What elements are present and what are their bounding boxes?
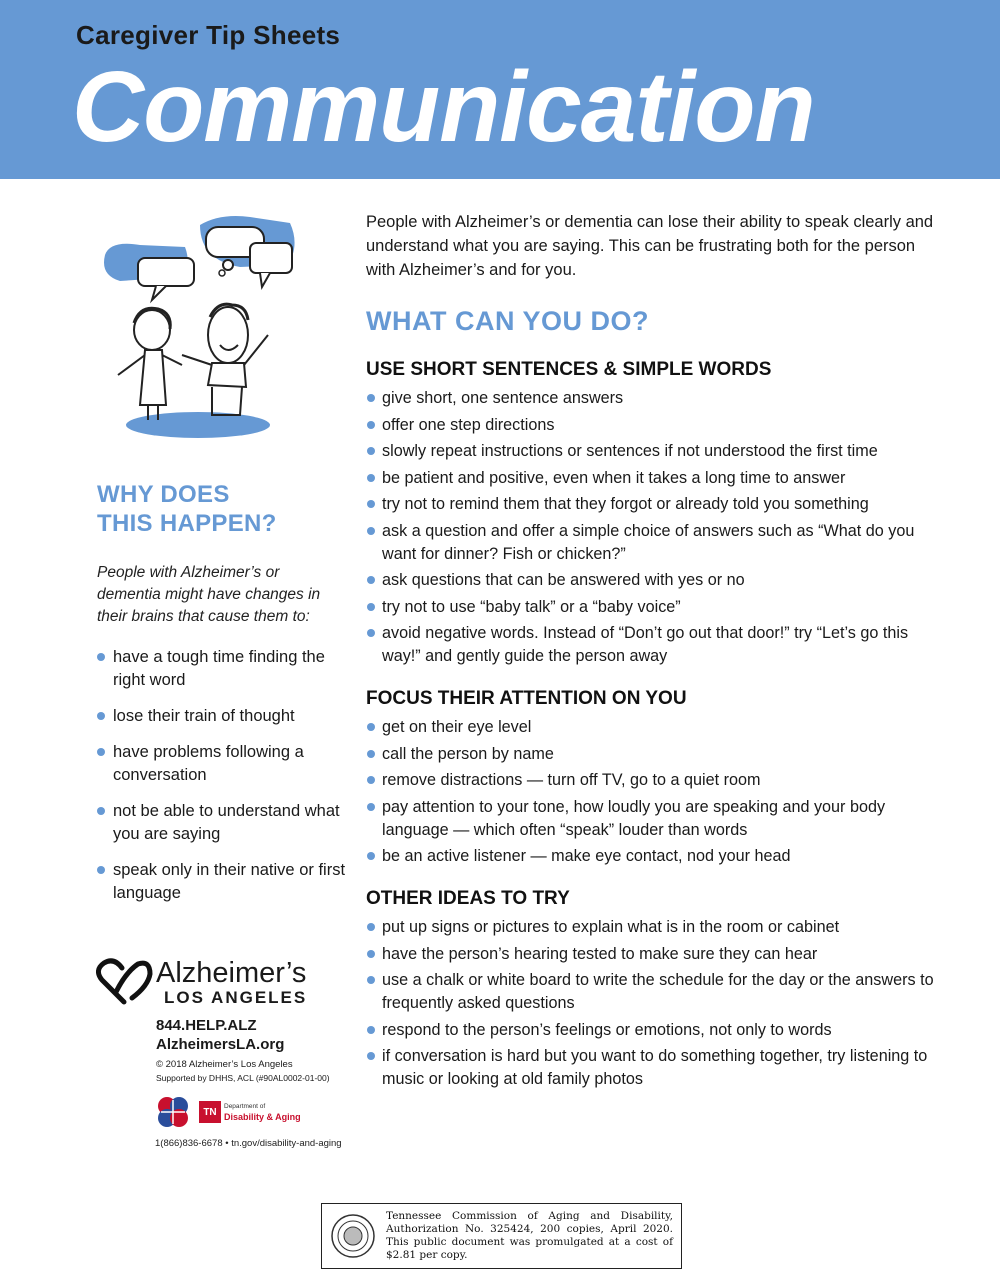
list-item: try not to remind them that they forgot or already told you something	[366, 493, 936, 516]
partner-logos	[155, 1094, 301, 1130]
list-item: not be able to understand what you are saying	[97, 800, 347, 846]
bullet-icon	[97, 712, 105, 720]
bullet-icon	[367, 447, 375, 455]
what-heading: WHAT CAN YOU DO?	[366, 306, 649, 336]
bullet-icon	[367, 1026, 375, 1034]
bullet-icon	[367, 474, 375, 482]
section-title: USE SHORT SENTENCES & SIMPLE WORDS	[366, 359, 772, 380]
alzheimers-la-logo	[96, 958, 356, 1008]
caregiver-illustration	[100, 205, 300, 445]
bullet-icon	[367, 803, 375, 811]
bullet-icon	[367, 750, 375, 758]
support-line: Supported by DHHS, ACL (#90AL0002-01-00)	[156, 1073, 330, 1083]
state-seal-icon	[330, 1213, 376, 1259]
list-item: get on their eye level	[366, 716, 936, 739]
header-banner	[0, 0, 1000, 179]
list-item: slowly repeat instructions or sentences if not understood the first time	[366, 440, 936, 463]
bullet-icon	[97, 653, 105, 661]
list-item: try not to use “baby talk” or a “baby voice”	[366, 596, 936, 619]
why-section	[97, 480, 347, 918]
list-item: avoid negative words. Instead of “Don’t go out that door!” try “Let’s go this way!” and gently guide the person away	[366, 622, 936, 668]
tn-badge: TN	[199, 1101, 221, 1123]
what-section	[366, 210, 936, 1095]
why-heading	[97, 480, 347, 538]
bullet-icon	[367, 576, 375, 584]
brain-logo-icon	[155, 1094, 191, 1130]
list-item: speak only in their native or first language	[97, 859, 347, 905]
list-item: use a chalk or white board to write the schedule for the day or the answers to frequently asked questions	[366, 969, 936, 1015]
tn-dept-name: Disability & Aging	[224, 1112, 301, 1122]
list-item: if conversation is hard but you want to do something together, try listening to music or looking at old family photos	[366, 1045, 936, 1091]
bullet-icon	[367, 629, 375, 637]
bullet-icon	[367, 852, 375, 860]
section-title: FOCUS THEIR ATTENTION ON YOU	[366, 688, 687, 709]
bullet-icon	[367, 976, 375, 984]
org-phone: 844.HELP.ALZ	[156, 1017, 257, 1034]
bullet-icon	[367, 603, 375, 611]
why-heading-line1: WHY DOES	[97, 481, 230, 508]
section-title: OTHER IDEAS TO TRY	[366, 888, 570, 909]
list-item: be patient and positive, even when it takes a long time to answer	[366, 467, 936, 490]
tn-dept-label: Department of	[224, 1103, 266, 1110]
lead-paragraph: People with Alzheimer’s or dementia can lose their ability to speak clearly and understand what you are saying. This can be frustrating both for the person with Alzheimer’s and for you.	[366, 213, 934, 279]
bullet-icon	[367, 527, 375, 535]
list-item: have problems following a conversation	[97, 741, 347, 787]
list-item: remove distractions — turn off TV, go to a quiet room	[366, 769, 936, 792]
org-subname: LOS ANGELES	[164, 988, 308, 1007]
contact-block	[156, 1016, 330, 1085]
list-item: offer one step directions	[366, 414, 936, 437]
bullet-icon	[367, 394, 375, 402]
bullet-icon	[97, 807, 105, 815]
list-item: lose their train of thought	[97, 705, 347, 728]
tips-list	[366, 387, 936, 668]
page-title: Communication	[72, 51, 815, 163]
list-item: ask a question and offer a simple choice of answers such as “What do you want for dinner? Fish or chicken?”	[366, 520, 936, 566]
bullet-icon	[367, 723, 375, 731]
bullet-icon	[367, 1052, 375, 1060]
list-item: have the person’s hearing tested to make sure they can hear	[366, 943, 936, 966]
heart-logo-icon	[96, 958, 154, 1006]
bullet-icon	[367, 950, 375, 958]
tn-department-logo	[199, 1101, 301, 1123]
bullet-icon	[367, 421, 375, 429]
tips-list	[366, 916, 936, 1091]
list-item: put up signs or pictures to explain what is in the room or cabinet	[366, 916, 936, 939]
why-intro: People with Alzheimer’s or dementia might have changes in their brains that cause them to:	[97, 564, 321, 625]
bullet-icon	[367, 923, 375, 931]
org-name: Alzheimer’s	[156, 957, 307, 989]
bullet-icon	[367, 776, 375, 784]
bullet-icon	[97, 748, 105, 756]
notice-text: Tennessee Commission of Aging and Disability, Authorization No. 325424, 200 copies, April 2020. This public document was promulgated at a cost of $2.81 per copy.	[386, 1210, 673, 1261]
copyright: © 2018 Alzheimer’s Los Angeles	[156, 1059, 293, 1070]
footer-contact: 1(866)836-6678 • tn.gov/disability-and-aging	[155, 1138, 342, 1149]
authorization-notice	[321, 1203, 682, 1269]
bullet-icon	[97, 866, 105, 874]
list-item: be an active listener — make eye contact, nod your head	[366, 845, 936, 868]
series-title: Caregiver Tip Sheets	[76, 20, 341, 50]
list-item: call the person by name	[366, 743, 936, 766]
why-heading-line2: THIS HAPPEN?	[97, 510, 277, 537]
list-item: give short, one sentence answers	[366, 387, 936, 410]
org-website: AlzheimersLA.org	[156, 1036, 285, 1053]
list-item: have a tough time finding the right word	[97, 646, 347, 692]
list-item: respond to the person’s feelings or emotions, not only to words	[366, 1019, 936, 1042]
tips-list	[366, 716, 936, 868]
list-item: pay attention to your tone, how loudly you are speaking and your body language — which often “speak” louder than words	[366, 796, 936, 842]
list-item: ask questions that can be answered with yes or no	[366, 569, 936, 592]
why-list	[97, 646, 347, 905]
bullet-icon	[367, 500, 375, 508]
